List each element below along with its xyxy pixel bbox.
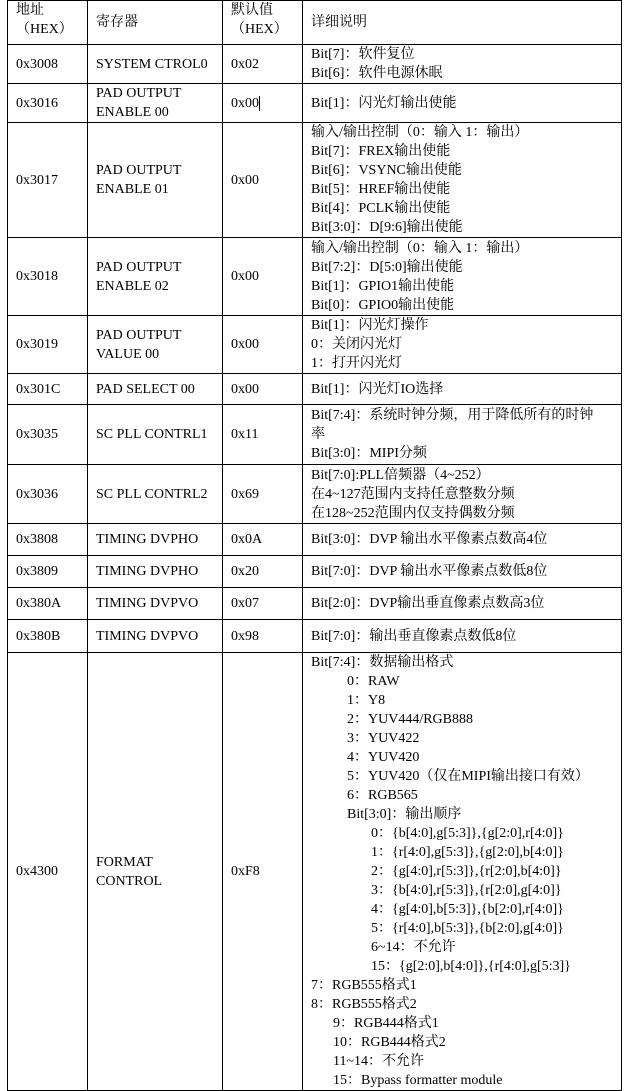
detail-line: 在4~127范围内支持任意整数分频 <box>311 486 515 502</box>
default-value: 0x98 <box>231 628 259 644</box>
detail-line: 2：YUV444/RGB888 <box>347 712 474 727</box>
default-value-cell <box>223 374 303 405</box>
details-cell <box>303 238 622 316</box>
default-value-cell <box>223 620 303 653</box>
header-default <box>223 1 303 45</box>
detail-line: 15：{g[2:0],b[4:0]},{r[4:0],g[5:3]} <box>371 959 571 974</box>
table-row <box>8 123 622 238</box>
default-value-cell <box>223 556 303 588</box>
register-name-line: CONTROL <box>96 873 163 889</box>
detail-line: 在128~252范围内仅支持偶数分频 <box>311 505 515 521</box>
address-cell: 0x301C <box>8 374 88 405</box>
detail-line: 6：RGB565 <box>347 788 418 803</box>
detail-line: 0：关闭闪光灯 <box>311 337 402 352</box>
detail-line: Bit[3:0]：DVP 输出水平像素点数高4位 <box>311 532 548 547</box>
default-value-cell <box>223 238 303 316</box>
default-value: 0x00 <box>231 95 259 111</box>
detail-line: 5：{r[4:0],b[5:3]},{b[2:0],g[4:0]} <box>371 921 564 936</box>
default-value: 0x69 <box>231 486 259 502</box>
register-name-cell: SC PLL CONTRL1 <box>88 405 223 465</box>
header-details: 详细说明 <box>303 1 622 45</box>
register-name-cell: PAD OUTPUT ENABLE 00 <box>88 84 223 123</box>
register-name-cell: SC PLL CONTRL2 <box>88 465 223 524</box>
detail-line: Bit[1]：闪光灯输出使能 <box>311 95 457 111</box>
detail-line: Bit[3:0]：输出顺序 <box>347 807 462 822</box>
default-value: 0x00 <box>231 337 259 352</box>
header-address-unit: （HEX） <box>16 22 73 37</box>
detail-line: Bit[1]：闪光灯IO选择 <box>311 381 444 397</box>
default-value-cell <box>223 316 303 374</box>
detail-line: Bit[2:0]：DVP输出垂直像素点数高3位 <box>311 596 545 611</box>
detail-line: Bit[4]：PCLK输出使能 <box>311 201 451 216</box>
default-value: 0x07 <box>231 596 259 611</box>
detail-line: 2：{g[4:0],r[5:3]},{r[2:0],b[4:0]} <box>371 864 562 879</box>
text-cursor <box>259 96 260 111</box>
table-row <box>8 653 622 1091</box>
default-value-cell <box>223 524 303 556</box>
register-name-cell: PAD OUTPUT ENABLE 01 <box>88 123 223 238</box>
default-value-cell <box>223 465 303 524</box>
default-value: 0xF8 <box>231 864 260 879</box>
header-address-label: 地址 <box>16 3 44 18</box>
details-cell <box>303 620 622 653</box>
detail-line: 9：RGB444格式1 <box>333 1016 439 1031</box>
default-value-cell <box>223 123 303 238</box>
default-value: 0x11 <box>231 427 259 442</box>
default-value: 0x0A <box>231 532 263 547</box>
default-value-cell <box>223 84 303 123</box>
default-value-cell <box>223 405 303 465</box>
default-value: 0x02 <box>231 56 259 72</box>
table-row <box>8 465 622 524</box>
table-row <box>8 45 622 84</box>
details-cell <box>303 374 622 405</box>
detail-line: 7：RGB555格式1 <box>311 978 417 993</box>
table-row <box>8 84 622 123</box>
detail-line: Bit[7:0]:PLL倍频器（4~252） <box>311 467 490 483</box>
address-cell: 0x380B <box>8 620 88 653</box>
detail-line: Bit[7:2]：D[5:0]输出使能 <box>311 259 463 275</box>
address-cell: 0x3016 <box>8 84 88 123</box>
detail-line: 1：打开闪光灯 <box>311 356 402 371</box>
detail-line: Bit[5]：HREF输出使能 <box>311 182 451 197</box>
detail-line: Bit[1]：闪光灯操作 <box>311 318 429 333</box>
details-cell <box>303 588 622 620</box>
detail-line: Bit[3:0]：MIPI分频 <box>311 446 427 461</box>
detail-line: 6~14：不允许 <box>371 940 456 955</box>
detail-line: Bit[1]：GPIO1输出使能 <box>311 278 455 294</box>
details-cell <box>303 123 622 238</box>
detail-line: 0：RAW <box>347 674 400 689</box>
detail-line: Bit[7:0]：DVP 输出水平像素点数低8位 <box>311 564 548 579</box>
details-cell <box>303 405 622 465</box>
register-name-cell: TIMING DVPVO <box>88 588 223 620</box>
register-name-cell: SYSTEM CTROL0 <box>88 45 223 84</box>
register-name-cell: TIMING DVPHO <box>88 524 223 556</box>
detail-line: 8：RGB555格式2 <box>311 997 417 1012</box>
table-row <box>8 524 622 556</box>
register-name-line: FORMAT <box>96 854 153 870</box>
detail-line: 1：Y8 <box>347 693 386 708</box>
details-cell <box>303 316 622 374</box>
address-cell: 0x4300 <box>8 653 88 1091</box>
table-row <box>8 588 622 620</box>
table-row <box>8 620 622 653</box>
default-value-cell <box>223 653 303 1091</box>
address-cell: 0x3809 <box>8 556 88 588</box>
default-value-cell <box>223 45 303 84</box>
header-row <box>8 1 622 45</box>
details-cell <box>303 556 622 588</box>
address-cell: 0x3036 <box>8 465 88 524</box>
register-name-cell <box>88 653 223 1091</box>
detail-line: 输入/输出控制（0：输入 1：输出） <box>311 240 529 256</box>
default-value-cell <box>223 588 303 620</box>
details-cell <box>303 524 622 556</box>
detail-line: 4：{g[4:0],b[5:3]},{b[2:0],r[4:0]} <box>371 902 564 917</box>
register-name-cell: TIMING DVPHO <box>88 556 223 588</box>
detail-line: 0：{b[4:0],g[5:3]},{g[2:0],r[4:0]} <box>371 826 564 841</box>
table-row <box>8 374 622 405</box>
detail-line: 3：YUV422 <box>347 731 420 746</box>
detail-line: 3：{b[4:0],r[5:3]},{r[2:0],g[4:0]} <box>371 883 562 898</box>
detail-line: Bit[0]：GPIO0输出使能 <box>311 297 455 313</box>
detail-line: Bit[7]：软件复位 <box>311 47 415 62</box>
default-value: 0x00 <box>231 381 259 397</box>
detail-line: Bit[7:4]：数据输出格式 <box>311 655 454 670</box>
detail-line: Bit[7]：FREX输出使能 <box>311 144 451 159</box>
detail-line: 率 <box>311 427 325 442</box>
header-default-unit: （HEX） <box>231 22 288 37</box>
address-cell: 0x3017 <box>8 123 88 238</box>
detail-line: 5：YUV420（仅在MIPI输出接口有效） <box>347 769 589 784</box>
register-table <box>7 0 622 1091</box>
address-cell: 0x380A <box>8 588 88 620</box>
table-row <box>8 556 622 588</box>
address-cell: 0x3018 <box>8 238 88 316</box>
detail-line: 输入/输出控制（0：输入 1：输出） <box>311 125 529 140</box>
register-name-cell: TIMING DVPVO <box>88 620 223 653</box>
address-cell: 0x3808 <box>8 524 88 556</box>
details-cell <box>303 465 622 524</box>
detail-line: 4：YUV420 <box>347 750 420 765</box>
detail-line: 11~14：不允许 <box>333 1054 425 1069</box>
register-name-cell: PAD SELECT 00 <box>88 374 223 405</box>
detail-line: 1：{r[4:0],g[5:3]},{g[2:0],b[4:0]} <box>371 845 564 860</box>
address-cell: 0x3008 <box>8 45 88 84</box>
detail-line: Bit[3:0]：D[9:6]输出使能 <box>311 220 463 235</box>
details-cell <box>303 653 622 1091</box>
default-value: 0x00 <box>231 172 259 188</box>
register-name-cell: PAD OUTPUT VALUE 00 <box>88 316 223 374</box>
detail-line: 10：RGB444格式2 <box>333 1035 446 1050</box>
header-register: 寄存器 <box>88 1 223 45</box>
details-cell <box>303 84 622 123</box>
detail-line: 15：Bypass formatter module <box>333 1073 503 1088</box>
table-row <box>8 316 622 374</box>
table-row <box>8 405 622 465</box>
header-address <box>8 1 88 45</box>
detail-line: Bit[6]：软件电源休眠 <box>311 66 443 81</box>
detail-line: Bit[7:4]：系统时钟分频，用于降低所有的时钟 <box>311 408 594 423</box>
address-cell: 0x3019 <box>8 316 88 374</box>
address-cell: 0x3035 <box>8 405 88 465</box>
table-row <box>8 238 622 316</box>
register-name-cell: PAD OUTPUT ENABLE 02 <box>88 238 223 316</box>
detail-line: Bit[6]：VSYNC输出使能 <box>311 163 462 178</box>
details-cell <box>303 45 622 84</box>
default-value: 0x20 <box>231 564 259 579</box>
detail-line: Bit[7:0]：输出垂直像素点数低8位 <box>311 628 517 644</box>
default-value: 0x00 <box>231 269 259 284</box>
header-default-label: 默认值 <box>231 3 273 18</box>
